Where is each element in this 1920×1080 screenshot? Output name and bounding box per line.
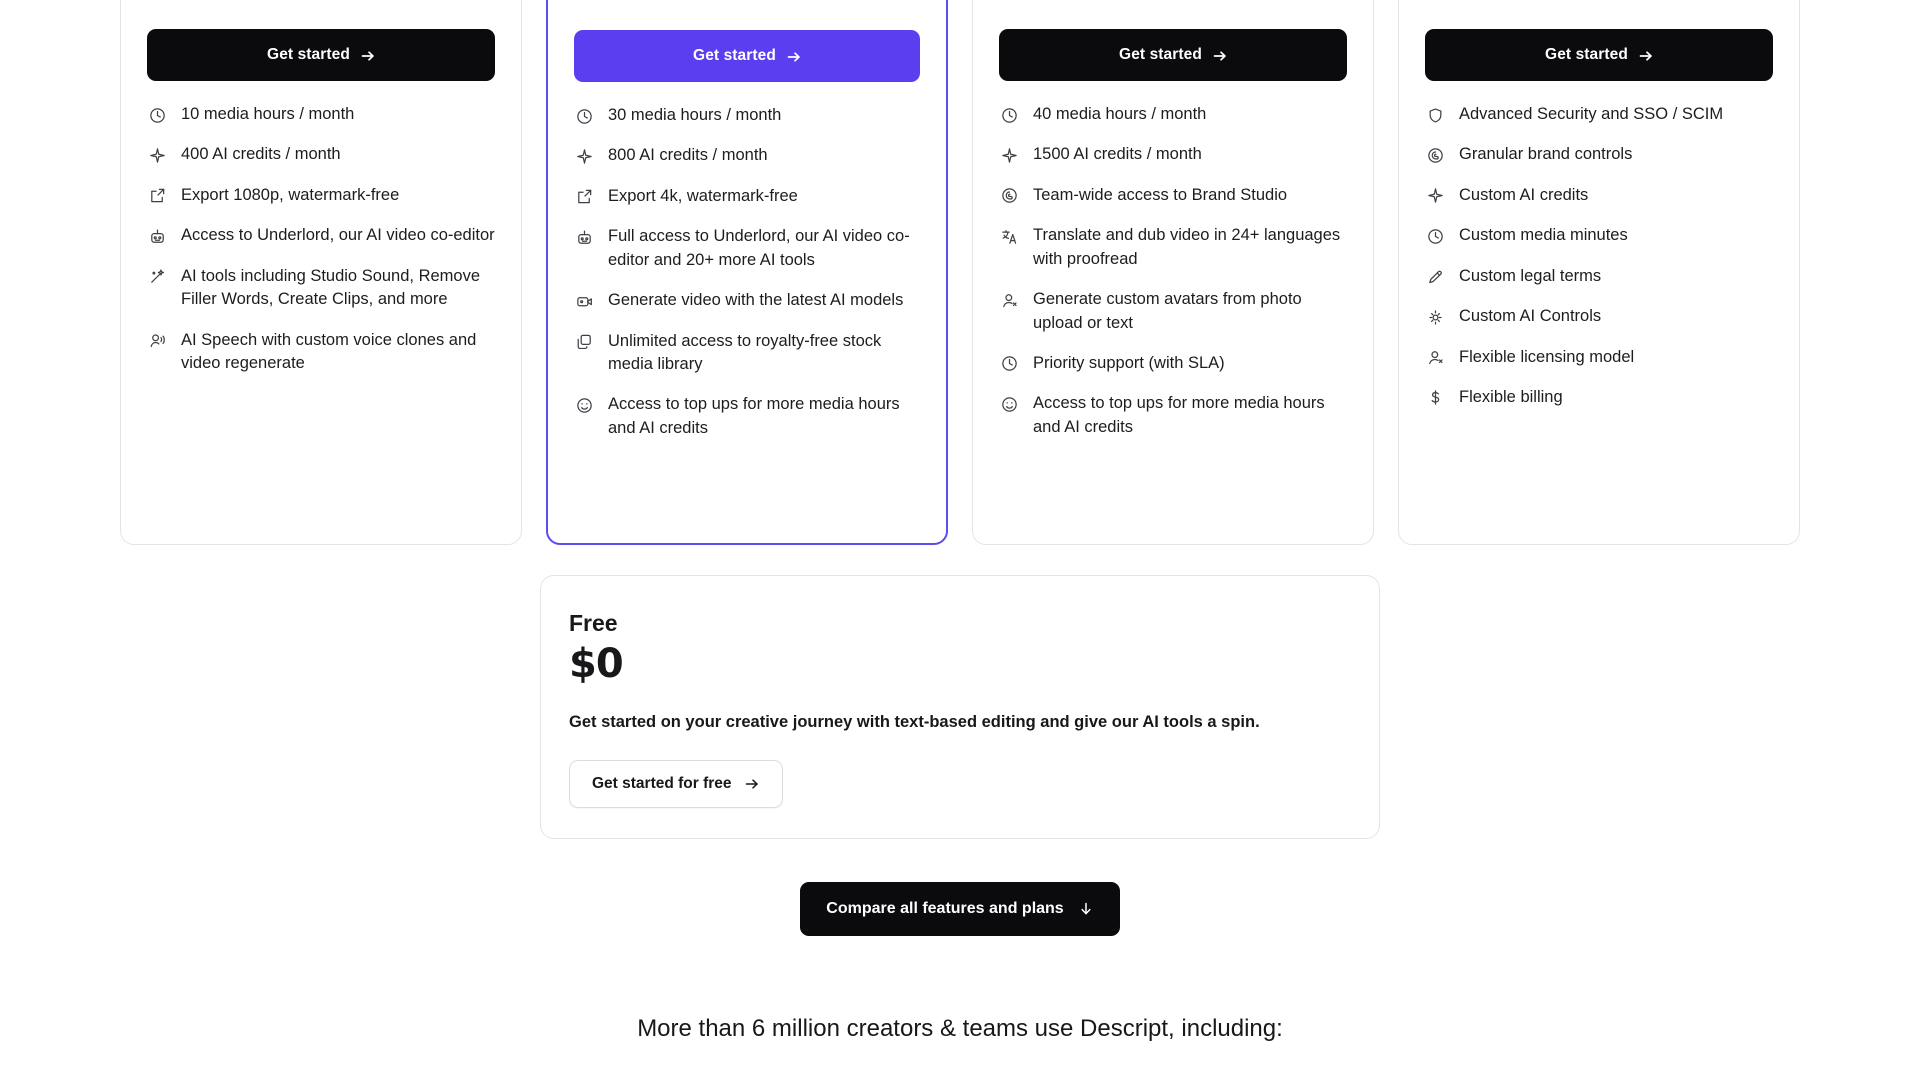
cta-label: Get started [267, 46, 350, 63]
feature-label: 40 media hours / month [1033, 105, 1207, 123]
feature-item [999, 103, 1347, 126]
feature-label: 800 AI credits / month [608, 146, 768, 165]
feature-item [147, 329, 495, 376]
feature-label: Generate video with the latest AI models [608, 291, 904, 310]
feature-label: 10 media hours / month [181, 105, 355, 123]
feature-label: Custom AI credits [1459, 185, 1589, 204]
feature-label: 30 media hours / month [608, 106, 782, 124]
cta-label: Get started [693, 47, 776, 64]
plan-card-row [120, 0, 1800, 545]
feature-item [999, 184, 1347, 207]
brand-icon [1425, 144, 1445, 166]
free-plan-description: Get started on your creative journey with text-based editing and give our AI tools a spin. [569, 713, 1260, 731]
gear-icon [1425, 306, 1445, 328]
robot-icon [574, 226, 594, 248]
arrow-right-icon [360, 48, 375, 63]
feature-label: Access to Underlord, our AI video co-editor [181, 226, 495, 245]
get-started-button-creator[interactable] [147, 29, 495, 81]
wand-icon [147, 266, 167, 288]
feature-item [147, 224, 495, 247]
feature-label: Priority support (with SLA) [1033, 353, 1225, 372]
sparkle-icon [147, 144, 167, 166]
feature-label: Advanced Security and SSO / SCIM [1459, 105, 1724, 123]
feature-item [574, 289, 920, 312]
free-plan-title: Free [569, 610, 618, 636]
feature-item [574, 393, 920, 440]
feature-label: Flexible billing [1459, 387, 1563, 406]
plan-card-header-area [574, 0, 920, 30]
feature-list [999, 103, 1347, 456]
feature-label: Export 4k, watermark-free [608, 186, 798, 205]
feature-item [147, 265, 495, 312]
feature-label: Full access to Underlord, our AI video co-editor and 20+ more AI tools [608, 227, 910, 269]
plan-card-header-area [999, 0, 1347, 29]
feature-label: AI tools including Studio Sound, Remove Filler Words, Create Clips, and more [181, 266, 481, 309]
cta-label: Get started [1119, 46, 1202, 63]
feature-label: Flexible licensing model [1459, 347, 1635, 366]
feature-item [147, 143, 495, 166]
feature-item [1425, 224, 1773, 247]
feature-list [147, 103, 495, 392]
get-started-button-enterprise[interactable] [1425, 29, 1773, 81]
translate-icon [999, 225, 1019, 247]
feature-label: Granular brand controls [1459, 145, 1633, 164]
get-started-for-free-button[interactable] [569, 760, 783, 808]
feature-label: Custom media minutes [1459, 226, 1628, 245]
get-started-button-pro[interactable] [574, 30, 920, 82]
shield-icon [1425, 104, 1445, 126]
feature-item [147, 184, 495, 207]
plan-card-header-area [1425, 0, 1773, 29]
sparkle-icon [999, 144, 1019, 166]
smiley-plus-icon [999, 393, 1019, 415]
sparkle-icon [574, 145, 594, 167]
clock-icon [147, 104, 167, 126]
plan-card-pro [546, 0, 948, 545]
plan-card-enterprise [1398, 0, 1800, 545]
stack-icon [574, 331, 594, 353]
feature-item [1425, 346, 1773, 369]
arrow-right-icon [1212, 48, 1227, 63]
feature-item [574, 144, 920, 167]
speech-icon [147, 330, 167, 352]
free-plan-price: $0 [569, 641, 623, 687]
plan-card-business [972, 0, 1374, 545]
pen-icon [1425, 266, 1445, 288]
feature-item [1425, 143, 1773, 166]
feature-label: Custom legal terms [1459, 266, 1602, 285]
dollar-icon [1425, 387, 1445, 409]
feature-item [574, 104, 920, 127]
plan-card-creator [120, 0, 522, 545]
feature-item [147, 103, 495, 126]
feature-item [574, 225, 920, 272]
feature-item [999, 352, 1347, 375]
feature-label: AI Speech with custom voice clones and video regenerate [181, 330, 477, 372]
arrow-right-icon [1638, 48, 1653, 63]
feature-item [574, 185, 920, 208]
free-plan-cta-label: Get started for free [592, 775, 732, 792]
compare-all-features-button[interactable] [800, 882, 1119, 936]
free-plan-card [540, 575, 1380, 839]
feature-item [574, 330, 920, 377]
feature-label: Translate and dub video in 24+ languages with proofread [1033, 226, 1341, 268]
feature-label: Access to top ups for more media hours and AI credits [1033, 394, 1325, 436]
feature-label: 400 AI credits / month [181, 145, 341, 164]
feature-item [999, 392, 1347, 439]
avatar-icon [999, 289, 1019, 311]
clock-icon [999, 353, 1019, 375]
social-proof-headline: More than 6 million creators & teams use Descript, including: [637, 1015, 1283, 1042]
feature-list [1425, 103, 1773, 426]
feature-item [1425, 103, 1773, 126]
smiley-plus-icon [574, 394, 594, 416]
sparkle-icon [1425, 185, 1445, 207]
feature-item [999, 288, 1347, 335]
video-ai-icon [574, 290, 594, 312]
feature-item [1425, 386, 1773, 409]
arrow-right-icon [744, 776, 760, 792]
arrow-right-icon [786, 49, 801, 64]
export-icon [574, 186, 594, 208]
plan-card-header-area [147, 0, 495, 29]
feature-item [1425, 305, 1773, 328]
clock-icon [574, 105, 594, 127]
feature-item [999, 224, 1347, 271]
feature-label: Generate custom avatars from photo upload or text [1033, 290, 1302, 332]
feature-item [1425, 184, 1773, 207]
feature-label: Access to top ups for more media hours and AI credits [608, 395, 900, 437]
feature-label: Custom AI Controls [1459, 307, 1602, 326]
feature-list [574, 104, 920, 457]
compare-section [0, 882, 1920, 936]
feature-label: Export 1080p, watermark-free [181, 185, 400, 204]
chevron-down-icon [1078, 901, 1094, 917]
feature-label: 1500 AI credits / month [1033, 145, 1202, 164]
get-started-button-business[interactable] [999, 29, 1347, 81]
robot-icon [147, 225, 167, 247]
brand-icon [999, 185, 1019, 207]
export-icon [147, 185, 167, 207]
cta-label: Get started [1545, 46, 1628, 63]
avatar-icon [1425, 347, 1445, 369]
feature-item [999, 143, 1347, 166]
feature-label: Team-wide access to Brand Studio [1033, 185, 1288, 204]
clock-icon [999, 104, 1019, 126]
compare-button-label: Compare all features and plans [826, 900, 1064, 917]
feature-item [1425, 265, 1773, 288]
feature-label: Unlimited access to royalty-free stock media library [608, 331, 882, 373]
clock-icon [1425, 225, 1445, 247]
